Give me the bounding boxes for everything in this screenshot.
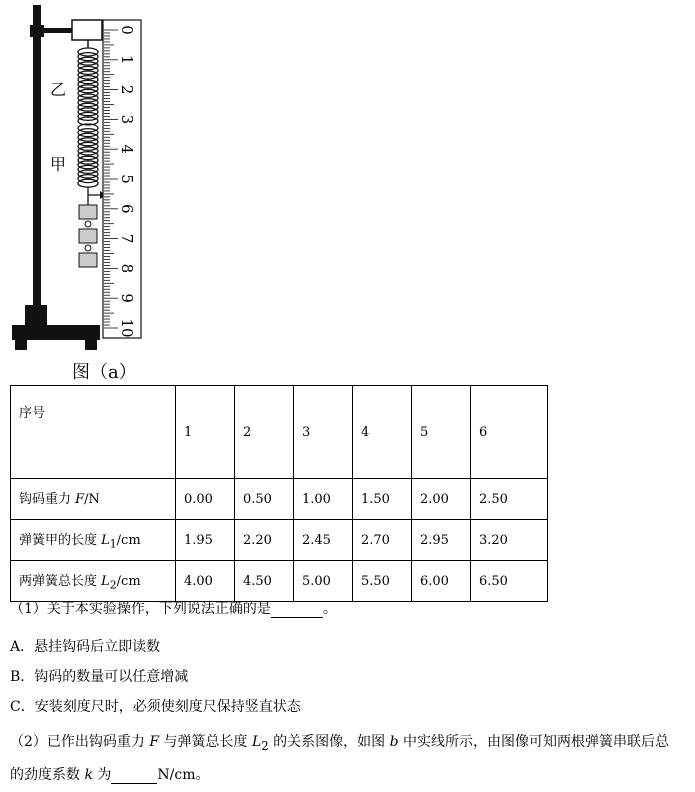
stand-base [12, 325, 100, 340]
ruler-number: 8 [118, 263, 136, 274]
ruler-number: 1 [118, 55, 136, 65]
table-cell: 2.50 [471, 479, 548, 520]
table-cell: 3.20 [471, 520, 548, 561]
label-yi: 乙 [50, 80, 67, 99]
table-cell: 6.50 [471, 561, 548, 602]
table-cell: 4.50 [235, 561, 294, 602]
table-row [11, 520, 548, 561]
table-cell: 6.00 [412, 561, 471, 602]
question-1: （1）关于本实验操作，下列说法正确的是 。 [10, 601, 337, 617]
data-table [10, 385, 548, 602]
stand-foot-right [85, 340, 97, 350]
table-row-label: 弹簧甲的长度 $L_1/cm$ [11, 520, 176, 561]
table-cell: 2.00 [412, 479, 471, 520]
ruler-number: 5 [118, 174, 136, 184]
label-jia: 甲 [50, 155, 67, 174]
table-row-label: 两弹簧总长度 $L_2/cm$ [11, 561, 176, 602]
ruler-number: 9 [118, 293, 136, 303]
stand-rod [33, 5, 41, 310]
table-header-cell: 1 [176, 386, 235, 479]
table-row-label: 钩码重力 F/N [11, 479, 176, 520]
apparatus-diagram [0, 0, 200, 385]
ruler-number: 4 [118, 144, 136, 154]
table-cell: 0.00 [176, 479, 235, 520]
table-cell: 1.50 [353, 479, 412, 520]
spring-jia [78, 124, 98, 187]
table-header-cell: 3 [294, 386, 353, 479]
table-cell: 2.45 [294, 520, 353, 561]
pointer-wire [88, 188, 100, 195]
ruler-number: 0 [118, 25, 136, 35]
table-cell: 2.70 [353, 520, 412, 561]
weight-1 [79, 205, 97, 219]
table-cell: 4.00 [176, 561, 235, 602]
option-c: C．安装刻度尺时，必须使刻度尺保持竖直状态 [10, 699, 301, 715]
table-row [11, 561, 548, 602]
table-cell: 0.50 [235, 479, 294, 520]
answer-blank-1 [271, 601, 323, 618]
horizontal-arm [44, 28, 72, 33]
table-cell: 5.50 [353, 561, 412, 602]
table-header-cell: 6 [471, 386, 548, 479]
stand-base-neck [25, 305, 47, 325]
figure-a [0, 0, 200, 385]
stand-foot-left [15, 340, 27, 350]
table-cell: 2.20 [235, 520, 294, 561]
weight-3 [79, 253, 97, 267]
ruler-number: 7 [118, 233, 136, 244]
table-header-cell: 5 [412, 386, 471, 479]
question-2-line-1: （2）已作出钩码重力 F 与弹簧总长度 $L_2$ 的关系图像，如图 b 中实线所示，由图像可知两根弹簧串联后总 [10, 734, 670, 753]
holder-box [72, 20, 102, 40]
question-2-line-2: 的劲度系数 k 为 N/cm。 [10, 767, 210, 783]
rod-clamp [30, 25, 44, 37]
ruler-number: 2 [118, 84, 136, 95]
weight-hook-1 [85, 221, 91, 227]
table-header-cell: 4 [353, 386, 412, 479]
ruler-number: 10 [118, 318, 136, 338]
table-cell: 5.00 [294, 561, 353, 602]
answer-blank-2 [111, 767, 157, 784]
ruler-number: 6 [118, 204, 136, 214]
table-cell: 1.95 [176, 520, 235, 561]
option-b: B．钩码的数量可以任意增减 [10, 669, 189, 685]
weight-2 [79, 229, 97, 243]
figure-caption: 图（a） [72, 362, 137, 383]
table-cell: 2.95 [412, 520, 471, 561]
spring-yi [78, 48, 98, 125]
table-row [11, 479, 548, 520]
weight-hook-2 [85, 245, 91, 251]
table-header-cell: 序号 [11, 386, 176, 479]
table-header-cell: 2 [235, 386, 294, 479]
table-header-row [11, 386, 548, 479]
table-cell: 1.00 [294, 479, 353, 520]
ruler-number: 3 [118, 114, 136, 125]
option-a: A．悬挂钩码后立即读数 [10, 639, 161, 655]
